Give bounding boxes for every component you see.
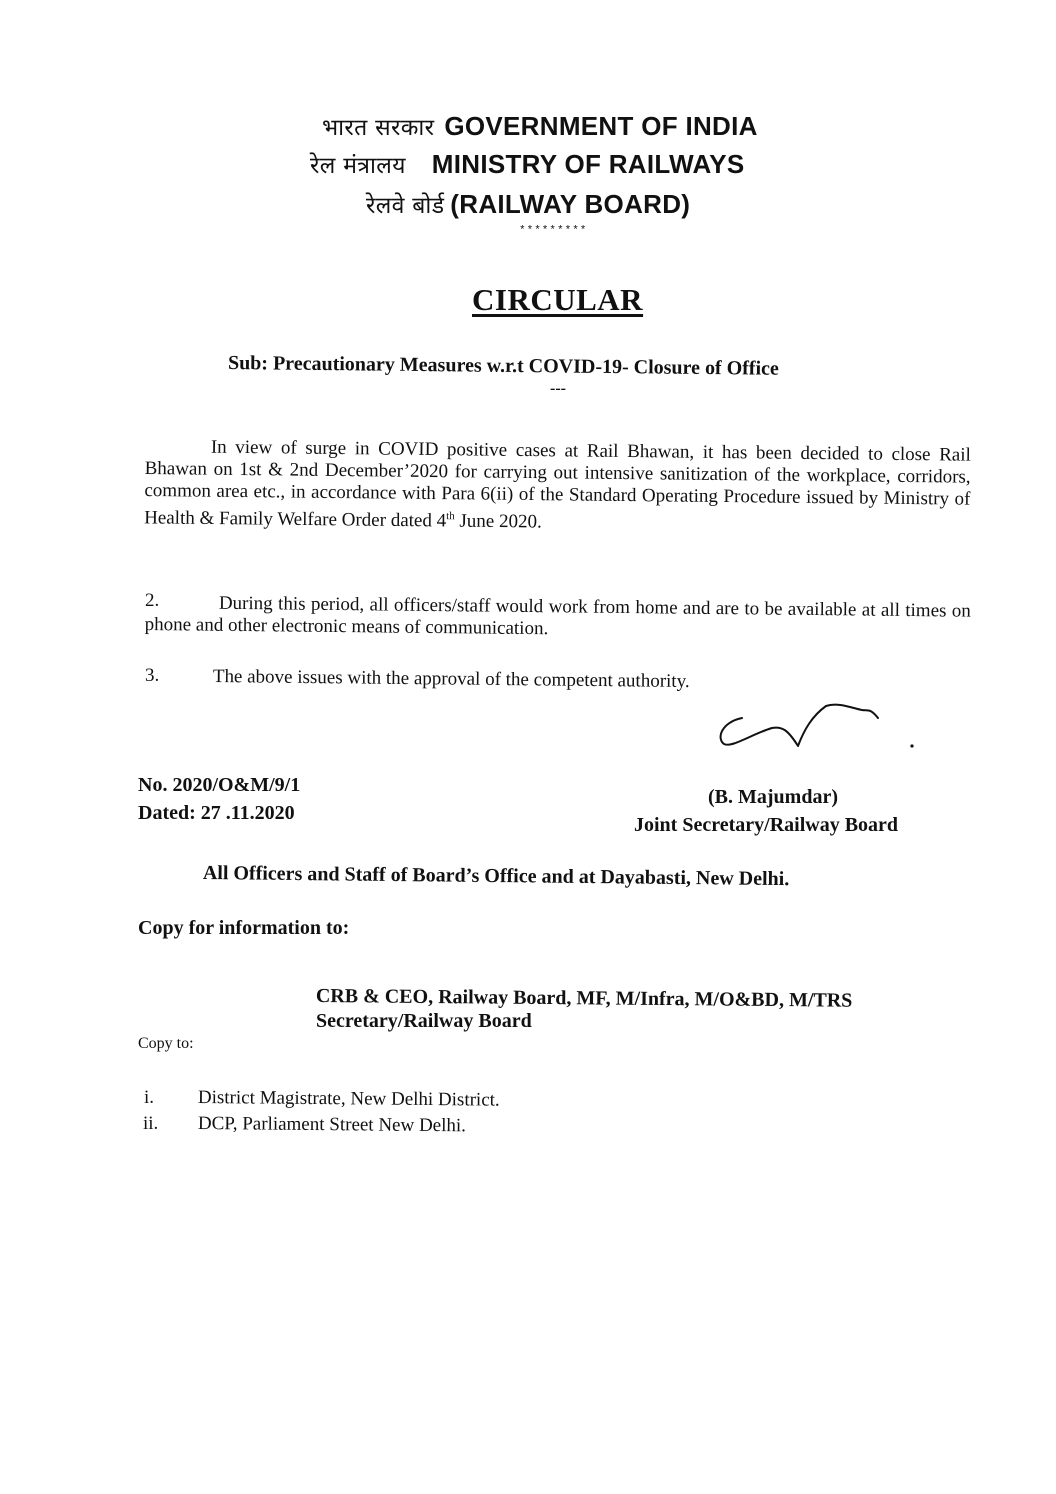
paragraph-1-text: In view of surge in COVID positive cases at Rail Bhawan, it has been decided to close Rail Bhawan on 1st & 2nd December’2020 for carrying out intensive sanitization of the workplace, corridors, common area etc., in accordance with Para 6(ii) of the Standard Operating Procedure issued by Ministry of Health & Family Welfare Order dated 4 — [144, 436, 971, 532]
reference-date: Dated: 27 .11.2020 — [138, 802, 295, 824]
header-hindi-railway-board: रेलवे बोर्ड — [366, 193, 445, 219]
subject-dash: --- — [550, 380, 566, 397]
paragraph-3-number: 3. — [145, 665, 160, 686]
header-government-of-india: GOVERNMENT OF INDIA — [444, 111, 758, 141]
paragraph-2: During this period, all officers/staff would work from home and are to be available at all times on phone and other electronic means of communication. — [144, 592, 971, 640]
copy-to-item-1: District Magistrate, New Delhi District. — [197, 1087, 500, 1111]
header-hindi-government: भारत सरकार — [322, 115, 435, 141]
header-railway-board: (RAILWAY BOARD) — [450, 189, 691, 219]
copy-to-label: Copy to: — [138, 1035, 194, 1052]
paragraph-1-superscript: th — [446, 510, 455, 523]
header-line-3 — [366, 188, 690, 220]
reference-number: No. 2020/O&M/9/1 — [138, 774, 301, 796]
header-hindi-ministry: रेल मंत्रालय — [310, 153, 406, 179]
header-line-2 — [310, 148, 745, 180]
copy-info-recipients-line-2: Secretary/Railway Board — [316, 1010, 532, 1032]
header-separator-stars: ********* — [519, 225, 588, 237]
document-title: CIRCULAR — [472, 282, 644, 317]
copy-info-recipients-line-1: CRB & CEO, Railway Board, MF, M/Infra, M/O&BD, M/TRS — [315, 985, 853, 1012]
paragraph-2-number: 2. — [145, 590, 160, 611]
signatory-name: (B. Majumdar) — [708, 786, 838, 808]
header-ministry-of-railways: MINISTRY OF RAILWAYS — [431, 149, 745, 179]
header-line-1 — [322, 110, 758, 142]
copy-to-item-2-number: ii. — [143, 1113, 159, 1134]
copy-for-information-label: Copy for information to: — [138, 917, 350, 939]
paragraph-3: The above issues with the approval of the competent authority. — [212, 666, 690, 692]
copy-to-item-1-number: i. — [144, 1087, 155, 1108]
subject-line: Sub: Precautionary Measures w.r.t COVID-19- Closure of Office — [227, 352, 779, 380]
signatory-designation: Joint Secretary/Railway Board — [634, 814, 899, 836]
paragraph-1 — [144, 436, 971, 538]
signature-image — [712, 700, 932, 760]
addressee-line: All Officers and Staff of Board’s Office and at Dayabasti, New Delhi. — [202, 862, 790, 891]
paragraph-1-tail: June 2020. — [454, 510, 542, 533]
copy-to-item-2: DCP, Parliament Street New Delhi. — [197, 1113, 467, 1137]
